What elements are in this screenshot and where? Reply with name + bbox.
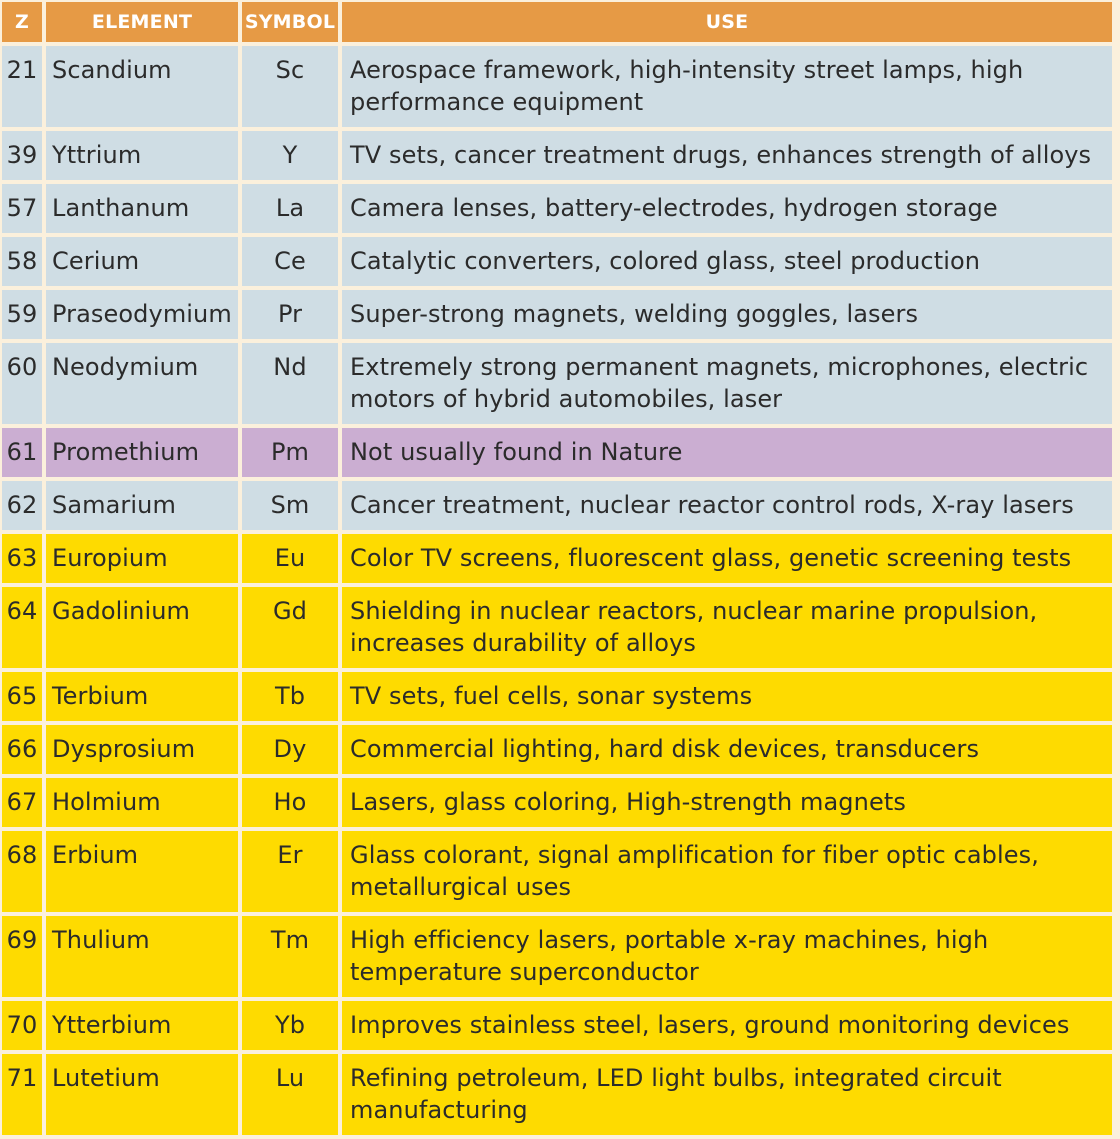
header-symbol: SYMBOL (242, 2, 338, 42)
cell-element: Lutetium (46, 1054, 238, 1135)
cell-z: 61 (2, 428, 42, 477)
table-row (2, 46, 1112, 127)
cell-use: Color TV screens, fluorescent glass, genetic screening tests (342, 534, 1112, 583)
cell-symbol: Pr (242, 290, 338, 339)
cell-element: Cerium (46, 237, 238, 286)
table-row (2, 343, 1112, 424)
table-row (2, 1054, 1112, 1135)
header-row (2, 2, 1112, 42)
cell-z: 39 (2, 131, 42, 180)
cell-symbol: Pm (242, 428, 338, 477)
cell-z: 62 (2, 481, 42, 530)
cell-z: 67 (2, 778, 42, 827)
cell-element: Thulium (46, 916, 238, 997)
cell-element: Erbium (46, 831, 238, 912)
cell-use: Not usually found in Nature (342, 428, 1112, 477)
cell-symbol: Tb (242, 672, 338, 721)
cell-element: Holmium (46, 778, 238, 827)
table-row (2, 587, 1112, 668)
cell-z: 58 (2, 237, 42, 286)
cell-symbol: Gd (242, 587, 338, 668)
cell-symbol: Sm (242, 481, 338, 530)
cell-symbol: Ho (242, 778, 338, 827)
cell-use: Shielding in nuclear reactors, nuclear marine propulsion, increases durability of alloys (342, 587, 1112, 668)
cell-use: High efficiency lasers, portable x-ray machines, high temperature superconductor (342, 916, 1112, 997)
cell-use: Super-strong magnets, welding goggles, lasers (342, 290, 1112, 339)
cell-symbol: Ce (242, 237, 338, 286)
table-row (2, 184, 1112, 233)
cell-element: Terbium (46, 672, 238, 721)
cell-z: 63 (2, 534, 42, 583)
cell-element: Gadolinium (46, 587, 238, 668)
table-row (2, 778, 1112, 827)
cell-use: TV sets, cancer treatment drugs, enhances strength of alloys (342, 131, 1112, 180)
cell-use: Aerospace framework, high-intensity street lamps, high performance equipment (342, 46, 1112, 127)
table-row (2, 831, 1112, 912)
table-row (2, 481, 1112, 530)
cell-z: 57 (2, 184, 42, 233)
cell-element: Europium (46, 534, 238, 583)
cell-element: Dysprosium (46, 725, 238, 774)
cell-z: 68 (2, 831, 42, 912)
cell-symbol: Y (242, 131, 338, 180)
cell-element: Samarium (46, 481, 238, 530)
cell-use: Cancer treatment, nuclear reactor control rods, X-ray lasers (342, 481, 1112, 530)
table-row (2, 290, 1112, 339)
cell-z: 70 (2, 1001, 42, 1050)
table-row (2, 131, 1112, 180)
cell-use: Commercial lighting, hard disk devices, transducers (342, 725, 1112, 774)
cell-element: Neodymium (46, 343, 238, 424)
cell-symbol: Tm (242, 916, 338, 997)
cell-symbol: Nd (242, 343, 338, 424)
cell-element: Praseodymium (46, 290, 238, 339)
table-row (2, 725, 1112, 774)
cell-symbol: Lu (242, 1054, 338, 1135)
cell-z: 60 (2, 343, 42, 424)
table-row (2, 237, 1112, 286)
cell-use: Glass colorant, signal amplification for fiber optic cables, metallurgical uses (342, 831, 1112, 912)
cell-use: Lasers, glass coloring, High-strength magnets (342, 778, 1112, 827)
cell-use: Catalytic converters, colored glass, steel production (342, 237, 1112, 286)
table-row (2, 1001, 1112, 1050)
cell-symbol: Eu (242, 534, 338, 583)
cell-element: Scandium (46, 46, 238, 127)
cell-use: Camera lenses, battery-electrodes, hydrogen storage (342, 184, 1112, 233)
cell-symbol: La (242, 184, 338, 233)
table-row (2, 428, 1112, 477)
cell-element: Lanthanum (46, 184, 238, 233)
header-z: Z (2, 2, 42, 42)
cell-element: Yttrium (46, 131, 238, 180)
cell-z: 64 (2, 587, 42, 668)
cell-z: 65 (2, 672, 42, 721)
table-body (2, 46, 1112, 1135)
cell-element: Ytterbium (46, 1001, 238, 1050)
cell-z: 66 (2, 725, 42, 774)
table-row (2, 916, 1112, 997)
header-use: USE (342, 2, 1112, 42)
cell-element: Promethium (46, 428, 238, 477)
table-row (2, 534, 1112, 583)
cell-use: Refining petroleum, LED light bulbs, integrated circuit manufacturing (342, 1054, 1112, 1135)
cell-z: 21 (2, 46, 42, 127)
cell-use: Improves stainless steel, lasers, ground monitoring devices (342, 1001, 1112, 1050)
table-row (2, 672, 1112, 721)
cell-symbol: Yb (242, 1001, 338, 1050)
cell-symbol: Sc (242, 46, 338, 127)
cell-z: 71 (2, 1054, 42, 1135)
cell-use: Extremely strong permanent magnets, microphones, electric motors of hybrid automobiles, laser (342, 343, 1112, 424)
cell-z: 69 (2, 916, 42, 997)
cell-z: 59 (2, 290, 42, 339)
header-element: ELEMENT (46, 2, 238, 42)
cell-symbol: Dy (242, 725, 338, 774)
cell-use: TV sets, fuel cells, sonar systems (342, 672, 1112, 721)
cell-symbol: Er (242, 831, 338, 912)
